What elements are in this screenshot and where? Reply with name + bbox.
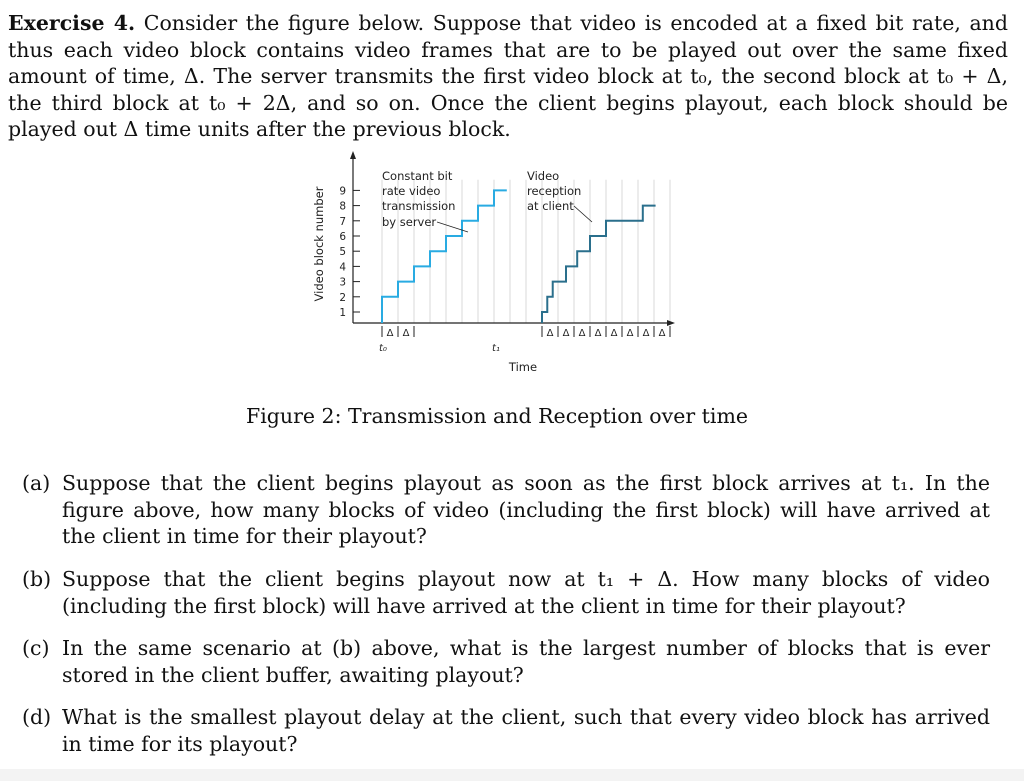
question-text: Suppose that the client begins playout now at t₁ + Δ. How many blocks of video (including the first block) will have arrived at the client in time for their playout? [62, 567, 990, 618]
server-annotation-line: Constant bit [382, 169, 453, 183]
delta-label: Δ [626, 328, 634, 339]
question-text: What is the smallest playout delay at the client, such that every video block has arrived in time for its playout? [62, 705, 990, 756]
y-tick-label: 2 [339, 291, 346, 304]
delta-label: Δ [562, 328, 570, 339]
y-tick-label: 4 [339, 261, 346, 274]
server-annotation-line: rate video [382, 184, 441, 198]
server-annotation [382, 169, 455, 229]
y-tick-label: 7 [339, 215, 346, 228]
delta-slots [382, 326, 670, 339]
question-d [22, 704, 990, 757]
exercise-statement [8, 10, 1008, 143]
delta-label: Δ [578, 328, 586, 339]
question-c [22, 635, 990, 688]
delta-label: Δ [594, 328, 602, 339]
y-ticks [339, 185, 360, 319]
figure-caption: Figure 2: Transmission and Reception over time [245, 404, 749, 428]
delta-label: Δ [402, 328, 410, 339]
x-axis-label: Time [508, 360, 538, 374]
client-annotation [527, 169, 581, 213]
delta-label: Δ [658, 328, 666, 339]
question-text: In the same scenario at (b) above, what is the largest number of blocks that is ever stored in the client buffer, awaiting playout? [62, 636, 990, 687]
server-annotation-leader [437, 222, 468, 232]
client-annotation-line: Video [527, 169, 560, 183]
y-tick-label: 8 [339, 200, 346, 213]
transmission-reception-figure [300, 148, 700, 378]
question-label: (c) [22, 636, 50, 660]
y-tick-label: 5 [339, 246, 346, 259]
y-axis-arrow [350, 151, 356, 159]
exercise-label: Exercise 4. [8, 11, 136, 35]
question-b [22, 566, 990, 619]
client-annotation-line: reception [527, 184, 582, 198]
t1-label: t₁ [492, 343, 500, 354]
delta-label: Δ [642, 328, 650, 339]
t0-label: t₀ [379, 343, 387, 354]
y-tick-label: 3 [339, 276, 346, 289]
client-annotation-line: at client [527, 199, 574, 213]
page-bottom-edge [0, 769, 1024, 781]
y-tick-label: 6 [339, 231, 346, 243]
y-tick-label: 9 [339, 185, 346, 198]
x-axis-arrow [667, 320, 675, 326]
question-label: (b) [22, 567, 52, 591]
delta-label: Δ [610, 328, 618, 339]
client-reception-line [542, 206, 656, 323]
y-axis-label: Video block number [312, 186, 326, 302]
question-label: (a) [22, 471, 51, 495]
delta-label: Δ [546, 328, 554, 339]
exercise-text: Consider the figure below. Suppose that video is encoded at a fixed bit rate, and thus each video block contains video frames that are to be played out over the same fixed amount of time, Δ. The server transmits the first video block at t₀, the second block at t₀ + Δ, the third block at t₀ + 2Δ, and so on. Once the client begins playout, each block should be played out Δ time units after the previous block. [8, 11, 1009, 141]
delta-label: Δ [386, 328, 394, 339]
question-label: (d) [22, 705, 52, 729]
server-annotation-line: transmission [382, 199, 456, 213]
question-a [22, 470, 990, 550]
server-annotation-line: by server [382, 215, 437, 229]
question-text: Suppose that the client begins playout as soon as the first block arrives at t₁. In the figure above, how many blocks of video (including the first block) will have arrived at the client in time for their playout? [62, 471, 990, 548]
client-annotation-leader [574, 206, 592, 222]
y-tick-label: 1 [339, 307, 346, 319]
